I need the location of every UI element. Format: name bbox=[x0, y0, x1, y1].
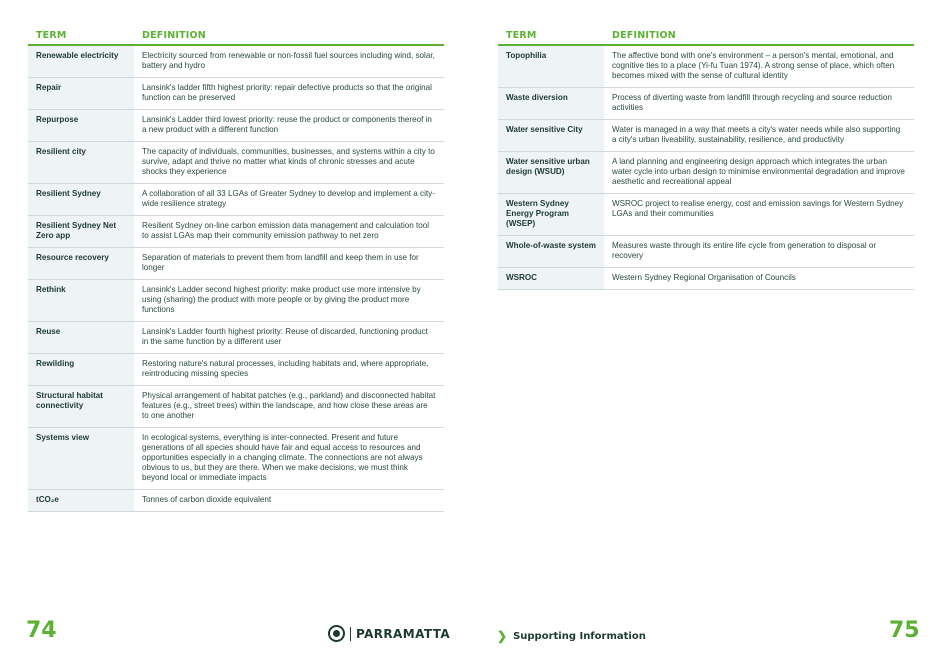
glossary-row bbox=[28, 45, 444, 78]
term-cell: Water sensitive urban design (WSUD) bbox=[498, 152, 604, 194]
term-cell: Repurpose bbox=[28, 110, 134, 142]
term-cell: tCO₂e bbox=[28, 490, 134, 512]
logo-wordmark: PARRAMATTA bbox=[356, 626, 451, 641]
glossary-row bbox=[498, 194, 914, 236]
definition-cell: Lansink's Ladder second highest priority: make product use more intensive by using (sharing) the product with more people or by giving the product more functions bbox=[134, 280, 444, 322]
glossary-row bbox=[28, 216, 444, 248]
term-cell: Waste diversion bbox=[498, 88, 604, 120]
definition-cell: Restoring nature's natural processes, including habitats and, where appropriate, reintroducing missing species bbox=[134, 354, 444, 386]
glossary-row bbox=[28, 248, 444, 280]
term-cell: Western Sydney Energy Program (WSEP) bbox=[498, 194, 604, 236]
glossary-row bbox=[498, 152, 914, 194]
term-cell: Resource recovery bbox=[28, 248, 134, 280]
glossary-row bbox=[28, 354, 444, 386]
term-cell: Whole-of-waste system bbox=[498, 236, 604, 268]
definition-cell: Physical arrangement of habitat patches (e.g., parkland) and disconnected habitat features (e.g., street trees) within the landscape, and how close these areas are to one another bbox=[134, 386, 444, 428]
section-indicator bbox=[497, 629, 646, 643]
term-cell: Reuse bbox=[28, 322, 134, 354]
term-cell: Repair bbox=[28, 78, 134, 110]
glossary-row bbox=[498, 45, 914, 88]
glossary-row bbox=[28, 428, 444, 490]
term-cell: Systems view bbox=[28, 428, 134, 490]
definition-cell: A collaboration of all 33 LGAs of Greater Sydney to develop and implement a city-wide resilience strategy bbox=[134, 184, 444, 216]
section-label: Supporting Information bbox=[513, 630, 646, 642]
term-column-header: TERM bbox=[498, 28, 604, 45]
glossary-row bbox=[498, 120, 914, 152]
page-number-left: 74 bbox=[26, 618, 57, 643]
definition-cell: The capacity of individuals, communities, businesses, and systems within a city to survive, adapt and thrive no matter what kinds of chronic stresses and acute shocks they experience bbox=[134, 142, 444, 184]
definition-cell: The affective bond with one's environment – a person's mental, emotional, and cognitive ties to a place (Yi-fu Tuan 1974). A strong sense of place, which often becomes mixed with the sense of cultural identity bbox=[604, 45, 914, 88]
glossary-table-right bbox=[498, 28, 914, 290]
definition-cell: Western Sydney Regional Organisation of Councils bbox=[604, 268, 914, 290]
parramatta-logo bbox=[328, 625, 450, 642]
term-cell: Water sensitive City bbox=[498, 120, 604, 152]
term-cell: Rethink bbox=[28, 280, 134, 322]
glossary-row bbox=[28, 490, 444, 512]
definition-cell: Water is managed in a way that meets a city's water needs while also supporting a city's urban liveability, sustainability, resilience, and productivity bbox=[604, 120, 914, 152]
definition-cell: Lansink's ladder fifth highest priority: repair defective products so that the original function can be preserved bbox=[134, 78, 444, 110]
term-cell: Resilient Sydney bbox=[28, 184, 134, 216]
glossary-row bbox=[498, 88, 914, 120]
definition-cell: Separation of materials to prevent them from landfill and keep them in use for longer bbox=[134, 248, 444, 280]
glossary-row bbox=[28, 184, 444, 216]
definition-column-header: DEFINITION bbox=[604, 28, 914, 45]
glossary-row bbox=[28, 142, 444, 184]
term-cell: Resilient city bbox=[28, 142, 134, 184]
glossary-row bbox=[28, 386, 444, 428]
logo-divider bbox=[350, 627, 351, 641]
definition-cell: Measures waste through its entire life cycle from generation to disposal or recovery bbox=[604, 236, 914, 268]
definition-cell: Lansink's Ladder fourth highest priority: Reuse of discarded, functioning product in the same function by a different user bbox=[134, 322, 444, 354]
definition-cell: Lansink's Ladder third lowest priority: reuse the product or components thereof in a new product with a different function bbox=[134, 110, 444, 142]
definition-cell: A land planning and engineering design approach which integrates the urban water cycle into urban design to minimise environmental degradation and improve aesthetic and recreational appeal bbox=[604, 152, 914, 194]
definition-cell: WSROC project to realise energy, cost and emission savings for Western Sydney LGAs and their communities bbox=[604, 194, 914, 236]
glossary-row bbox=[498, 236, 914, 268]
council-seal-icon bbox=[328, 625, 345, 642]
term-cell: Topophilia bbox=[498, 45, 604, 88]
chevron-right-icon: ❯ bbox=[497, 629, 508, 643]
glossary-row bbox=[28, 322, 444, 354]
definition-cell: In ecological systems, everything is inter-connected. Present and future generations of all species should have fair and equal access to resources and opportunities especially in a changing climate. The connections are not always obvious to us, but they are there. When we make decisions, we must think beyond local or immediate impacts bbox=[134, 428, 444, 490]
term-cell: Structural habitat connectivity bbox=[28, 386, 134, 428]
definition-cell: Process of diverting waste from landfill through recycling and source reduction activities bbox=[604, 88, 914, 120]
definition-column-header: DEFINITION bbox=[134, 28, 444, 45]
definition-cell: Tonnes of carbon dioxide equivalent bbox=[134, 490, 444, 512]
glossary-row bbox=[498, 268, 914, 290]
term-column-header: TERM bbox=[28, 28, 134, 45]
term-cell: Resilient Sydney Net Zero app bbox=[28, 216, 134, 248]
glossary-row bbox=[28, 110, 444, 142]
term-cell: Rewilding bbox=[28, 354, 134, 386]
glossary-table-left bbox=[28, 28, 444, 512]
term-cell: WSROC bbox=[498, 268, 604, 290]
term-cell: Renewable electricity bbox=[28, 45, 134, 78]
definition-cell: Resilient Sydney on-line carbon emission data management and calculation tool to assist LGAs map their community emission pathway to net zero bbox=[134, 216, 444, 248]
page-number-right: 75 bbox=[889, 618, 920, 643]
definition-cell: Electricity sourced from renewable or non-fossil fuel sources including wind, solar, battery and hydro bbox=[134, 45, 444, 78]
glossary-row bbox=[28, 280, 444, 322]
glossary-row bbox=[28, 78, 444, 110]
